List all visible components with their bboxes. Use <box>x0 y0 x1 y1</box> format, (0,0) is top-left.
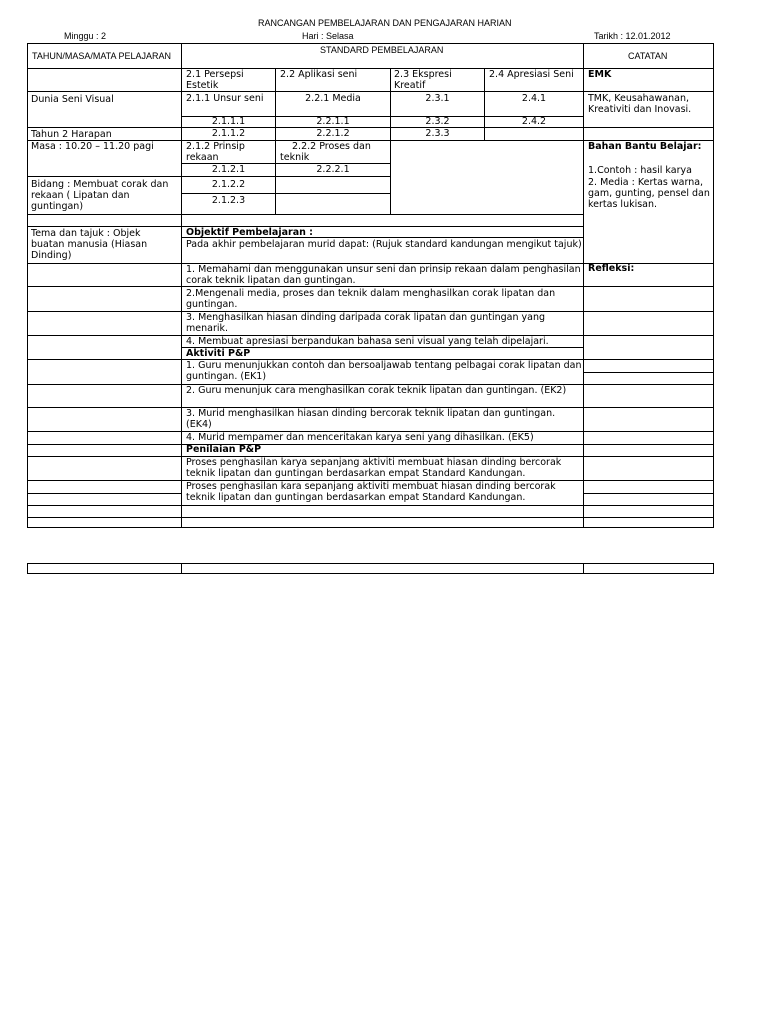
objective-4: 4. Membuat apresiasi berpandukan bahasa seni visual yang telah dipelajari. <box>186 336 549 347</box>
std-2-2-2: 2.2.2 Proses dan teknik <box>280 141 371 163</box>
table-rule <box>181 517 584 518</box>
table-rule <box>27 176 182 177</box>
table-rule <box>27 563 714 564</box>
std-2-4: 2.4 Apresiasi Seni <box>489 69 574 80</box>
std-2-3-3: 2.3.3 <box>425 128 450 139</box>
table-rule <box>583 480 714 481</box>
activity-4: 4. Murid mempamer dan menceritakan karya seni yang dihasilkan. (EK5) <box>186 432 534 443</box>
week-label: Minggu : 2 <box>64 31 107 41</box>
table-rule <box>181 563 182 574</box>
table-rule <box>27 573 714 574</box>
table-rule <box>583 384 714 385</box>
table-rule <box>583 359 714 360</box>
objective-1: 1. Memahami dan menggunakan unsur seni dan prinsip rekaan dalam penghasilan corak teknik lipatan dan guntingan. <box>186 264 581 286</box>
std-2-2-1-2: 2.2.1.2 <box>316 128 350 139</box>
activity-1: 1. Guru menunjukkan contoh dan bersoaljawab tentang pelbagai corak lipatan dan guntingan. (EK1) <box>186 360 582 382</box>
table-rule <box>27 311 182 312</box>
table-rule <box>27 480 182 481</box>
table-rule <box>583 91 714 92</box>
field-text: Bidang : Membuat corak dan rekaan ( Lipatan dan guntingan) <box>31 179 169 212</box>
table-rule <box>27 335 182 336</box>
table-rule <box>27 214 182 215</box>
assessment-2: Proses penghasilan kara sepanjang aktiviti membuat hiasan dinding bercorak teknik lipatan dan guntingan berdasarkan empat Standard Kandungan. <box>186 481 556 503</box>
std-2-4-2: 2.4.2 <box>521 116 547 127</box>
table-rule <box>27 431 182 432</box>
table-rule <box>181 176 391 177</box>
table-rule <box>27 286 182 287</box>
table-rule <box>27 43 714 44</box>
table-rule <box>27 505 182 506</box>
table-rule <box>27 517 182 518</box>
table-rule <box>583 311 714 312</box>
theme-text: Tema dan tajuk : Objek buatan manusia (Hiasan Dinding) <box>31 228 148 261</box>
assessment-1: Proses penghasilan karya sepanjang aktiviti membuat hiasan dinding bercorak teknik lipatan dan guntingan berdasarkan empat Standard Kandungan. <box>186 457 562 479</box>
table-rule <box>181 286 584 287</box>
std-2-2-1: 2.2.1 Media <box>305 93 361 104</box>
table-rule <box>583 286 714 287</box>
table-rule <box>27 407 182 408</box>
table-rule <box>583 127 714 128</box>
emk-text: TMK, Keusahawanan, Kreativiti dan Inovasi. <box>588 93 692 115</box>
std-2-1-2: 2.1.2 Prinsip rekaan <box>186 141 245 163</box>
std-2-1-1-2: 2.1.1.2 <box>211 128 246 139</box>
table-rule <box>27 527 714 528</box>
std-2-3-2: 2.3.2 <box>425 116 450 127</box>
table-rule <box>583 444 714 445</box>
right-column-header: CATATAN <box>628 51 668 61</box>
teaching-aids-1: 1.Contoh : hasil karya <box>588 165 692 176</box>
emk-heading: EMK <box>588 69 612 80</box>
objectives-intro: Pada akhir pembelajaran murid dapat: (Rujuk standard kandungan mengikut tajuk) <box>186 239 582 250</box>
std-2-2-2-1: 2.2.2.1 <box>316 164 350 175</box>
date-label: Tarikh : 12.01.2012 <box>594 31 671 41</box>
table-rule <box>583 563 584 574</box>
assessment-heading: Penilaian P&P <box>186 444 262 455</box>
table-rule <box>181 214 584 215</box>
table-rule <box>583 517 714 518</box>
std-2-3-1: 2.3.1 <box>425 93 450 104</box>
table-rule <box>484 68 485 140</box>
reflection-heading: Refleksi: <box>588 263 635 274</box>
activity-2: 2. Guru menunjuk cara menghasilkan corak teknik lipatan dan guntingan. (EK2) <box>186 385 567 396</box>
table-rule <box>181 193 391 194</box>
objective-3: 3. Menghasilkan hiasan dinding daripada corak lipatan dan guntingan yang menarik. <box>186 312 546 334</box>
time-text: Masa : 10.20 – 11.20 pagi <box>31 141 154 152</box>
teaching-aids-heading: Bahan Bantu Belajar: <box>588 141 702 152</box>
std-2-2-1-1: 2.2.1.1 <box>316 116 350 127</box>
document-title: RANCANGAN PEMBELAJARAN DAN PENGAJARAN HARIAN <box>258 18 512 28</box>
middle-column-header: STANDARD PEMBELAJARAN <box>320 45 444 55</box>
std-2-4-1: 2.4.1 <box>521 93 547 104</box>
table-rule <box>27 91 182 92</box>
objective-2: 2.Mengenali media, proses dan teknik dalam menghasilkan corak lipatan dan guntingan. <box>186 288 556 310</box>
table-rule <box>27 563 28 574</box>
table-rule <box>583 431 714 432</box>
table-rule <box>27 493 182 494</box>
activity-3: 3. Murid menghasilkan hiasan dinding bercorak teknik lipatan dan guntingan. (EK4) <box>186 408 556 430</box>
table-rule <box>583 407 714 408</box>
table-rule <box>713 563 714 574</box>
table-rule <box>583 505 714 506</box>
table-rule <box>583 456 714 457</box>
table-rule <box>583 493 714 494</box>
subject-text: Dunia Seni Visual <box>31 94 114 105</box>
objectives-heading: Objektif Pembelajaran : <box>186 227 313 238</box>
table-rule <box>27 127 182 128</box>
table-rule <box>583 372 714 373</box>
std-2-1-2-1: 2.1.2.1 <box>211 164 246 175</box>
table-rule <box>27 226 182 227</box>
left-column-header: TAHUN/MASA/MATA PELAJARAN <box>32 51 172 61</box>
activities-heading: Aktiviti P&P <box>186 348 251 359</box>
table-rule <box>181 505 584 506</box>
std-2-1-2-2: 2.1.2.2 <box>211 179 246 190</box>
table-rule <box>27 263 182 264</box>
table-rule <box>27 359 182 360</box>
table-rule <box>27 444 182 445</box>
table-rule <box>27 384 182 385</box>
class-text: Tahun 2 Harapan <box>31 129 112 140</box>
std-2-3: 2.3 Ekspresi Kreatif <box>394 69 452 91</box>
table-rule <box>583 335 714 336</box>
std-2-1-1: 2.1.1 Unsur seni <box>186 93 264 104</box>
teaching-aids-2: 2. Media : Kertas warna, gam, gunting, pensel dan kertas lukisan. <box>588 177 710 210</box>
table-rule <box>27 456 182 457</box>
std-2-1: 2.1 Persepsi Estetik <box>186 69 244 91</box>
std-2-2: 2.2 Aplikasi seni <box>280 69 358 80</box>
std-2-1-1-1: 2.1.1.1 <box>211 116 246 127</box>
day-label: Hari : Selasa <box>302 31 354 41</box>
std-2-1-2-3: 2.1.2.3 <box>211 195 246 206</box>
table-rule <box>181 91 584 92</box>
